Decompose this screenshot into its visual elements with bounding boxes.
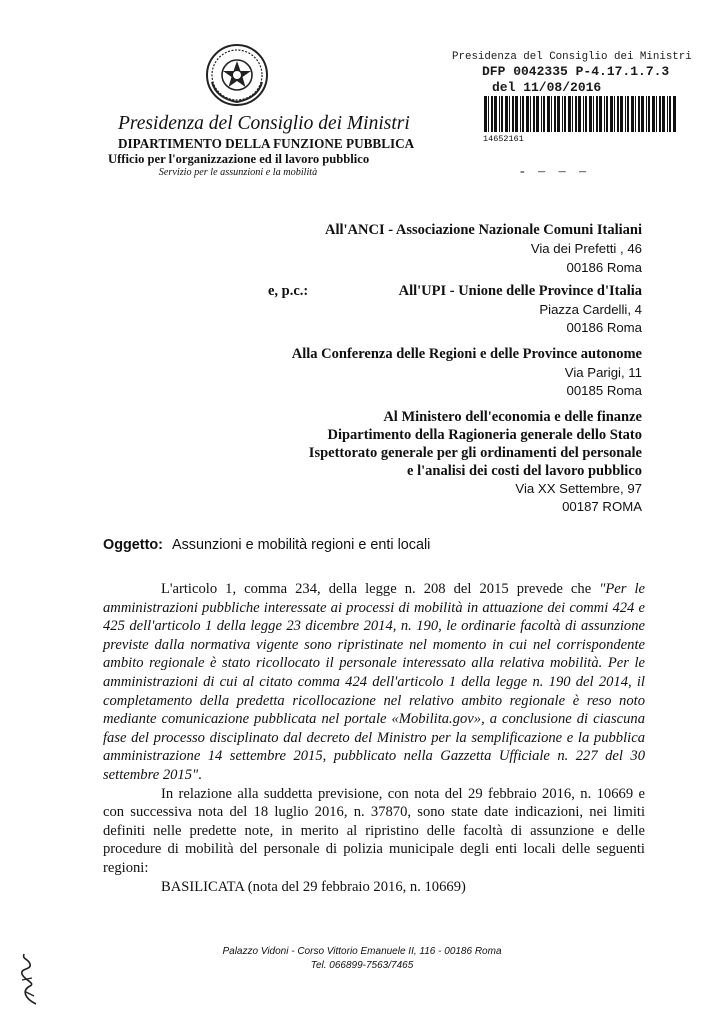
protocol-number: DFP 0042335 P-4.17.1.7.3 — [482, 64, 670, 79]
barcode-bar — [614, 96, 615, 132]
barcode-bar — [635, 96, 636, 132]
barcode-bar — [509, 96, 510, 132]
cc-recipient-name: Dipartimento della Ragioneria generale dello Stato — [327, 427, 642, 443]
barcode-bar — [575, 96, 577, 132]
barcode-bar — [631, 96, 634, 132]
barcode-bar — [627, 96, 629, 132]
footer-address: Palazzo Vidoni - Corso Vittorio Emanuele II, 116 - 00186 Roma — [222, 946, 502, 957]
republic-emblem-icon — [204, 42, 270, 108]
barcode-bar — [491, 96, 493, 132]
cc-recipient-name: Ispettorato generale per gli ordinamenti del personale — [308, 445, 642, 461]
barcode-bar — [551, 96, 552, 132]
region-line: BASILICATA (nota del 29 febbraio 2016, n. 10669) — [161, 878, 466, 895]
body-intro: L'articolo 1, comma 234, della legge n. 208 del 2015 prevede che — [161, 581, 600, 597]
barcode-bar — [526, 96, 529, 132]
barcode-bar — [599, 96, 602, 132]
barcode-bar — [501, 96, 503, 132]
barcode-bar — [652, 96, 655, 132]
barcode-bar — [520, 96, 521, 132]
barcode-bar — [547, 96, 550, 132]
cc-recipient-address-line: 00187 ROMA — [562, 499, 642, 514]
barcode-bar — [541, 96, 542, 132]
barcode-bar — [543, 96, 545, 132]
barcode-bar — [673, 96, 676, 132]
barcode-bar — [646, 96, 647, 132]
barcode-bar — [610, 96, 613, 132]
barcode-bar — [572, 96, 573, 132]
cc-label: e, p.c.: — [268, 283, 309, 299]
barcode-bar — [499, 96, 500, 132]
barcode-bar — [641, 96, 644, 132]
handwritten-initials-icon — [16, 950, 42, 1006]
barcode-bar — [593, 96, 594, 132]
barcode-bar — [562, 96, 563, 132]
barcode-bar — [522, 96, 524, 132]
stamp-office: Presidenza del Consiglio dei Ministri — [452, 51, 692, 63]
barcode-bar — [488, 96, 489, 132]
barcode-bar — [617, 96, 619, 132]
barcode-bar — [533, 96, 535, 132]
cc-recipient-address-line: Via XX Settembre, 97 — [515, 481, 642, 496]
barcode-bar — [585, 96, 587, 132]
cc-recipient-name: Al Ministero dell'economia e delle finanze — [383, 409, 642, 425]
stamp-dashes: - – – – — [520, 164, 592, 179]
body-paragraph — [103, 580, 645, 785]
law-quotation: "Per le amministrazioni pubbliche interessate ai processi di mobilità in attuazione dei commi 424 e 425 dell'articolo 1 della legge 23 dicembre 2014, n. 190, le ordinarie facoltà di assunzione previste dalla normativa vigente sono ripristinate nel momento in cui nel corrispondente ambito regionale è stato ricollocato il personale interessato alla relativa mobilità. Per le amministrazioni di cui al citato comma 424 dell'articolo 1 della legge n. 190 del 2014, il completamento della predetta ricollocazione nel relativo ambito regionale è reso noto mediante comunicazione pubblicata nel portale «Mobilita.gov», a conclusione di ciascuna fase del processo disciplinato dal decreto del Ministro per la semplificazione e la pubblica amministrazione 14 settembre 2015, pubblicato nella Gazzetta Ufficiale n. 227 del 30 settembre 2015" — [103, 581, 645, 783]
barcode-bar — [662, 96, 665, 132]
letter-body — [103, 580, 645, 896]
barcode-bar — [606, 96, 608, 132]
subject-text: Assunzioni e mobilità regioni e enti locali — [172, 537, 431, 553]
barcode-bar — [656, 96, 657, 132]
recipient-address-line: 00186 Roma — [566, 260, 642, 275]
barcode-bar — [625, 96, 626, 132]
barcode-bar — [659, 96, 661, 132]
cc-recipient-address-line: 00185 Roma — [566, 383, 642, 398]
barcode-bar — [568, 96, 571, 132]
recipient-address-line: Via dei Prefetti , 46 — [530, 241, 642, 256]
cc-recipient-name: e l'analisi dei costi del lavoro pubblico — [407, 463, 642, 479]
office-title: Presidenza del Consiglio dei Ministri — [118, 113, 410, 134]
barcode-bar — [494, 96, 497, 132]
protocol-date: del 11/08/2016 — [492, 80, 602, 95]
cc-recipient-address-line: 00186 Roma — [566, 320, 642, 335]
footer-phone: Tel. 066899-7563/7465 — [310, 960, 414, 971]
unit-title: Ufficio per l'organizzazione ed il lavoro pubblico — [108, 152, 370, 166]
service-title: Servizio per le assunzioni e la mobilità — [158, 167, 318, 178]
barcode-bar — [512, 96, 514, 132]
barcode-bar — [578, 96, 581, 132]
body-paragraph: In relazione alla suddetta previsione, con nota del 29 febbraio 2016, n. 10669 e con successiva nota del 18 luglio 2016, n. 37870, sono state date indicazioni, nei limiti definiti nelle predette note, in merito al ripristino delle facoltà di assunzione e delle procedure di mobilità del personale di polizia municipale degli enti locali delle seguenti regioni: — [103, 785, 645, 876]
barcode-bar — [589, 96, 592, 132]
barcode-bar — [505, 96, 508, 132]
barcode-bar — [648, 96, 650, 132]
barcode-bar — [667, 96, 668, 132]
cc-recipient-address-line: Via Parigi, 11 — [564, 365, 642, 380]
barcode-bar — [564, 96, 566, 132]
barcode-bar — [583, 96, 584, 132]
barcode-bar — [557, 96, 560, 132]
subject-label: Oggetto: — [103, 537, 163, 553]
barcode-bar — [620, 96, 623, 132]
barcode-bar — [554, 96, 556, 132]
department-title: DIPARTIMENTO DELLA FUNZIONE PUBBLICA — [118, 136, 415, 151]
cc-recipient-address-line: Piazza Cardelli, 4 — [539, 302, 642, 317]
barcode-number: 14652161 — [483, 134, 524, 144]
barcode-bar — [596, 96, 598, 132]
barcode-bar — [604, 96, 605, 132]
barcode-bar — [669, 96, 671, 132]
recipient-name: All'ANCI - Associazione Nazionale Comuni Italiani — [325, 222, 642, 238]
barcode-bar — [638, 96, 640, 132]
barcode-bar — [536, 96, 539, 132]
barcode-bar — [515, 96, 518, 132]
cc-recipient-name: Alla Conferenza delle Regioni e delle Province autonome — [291, 346, 642, 362]
barcode-bar — [484, 96, 487, 132]
cc-recipient-name: All'UPI - Unione delle Province d'Italia — [398, 283, 642, 299]
body-punctuation: . — [198, 766, 202, 783]
barcode-icon — [482, 96, 680, 132]
barcode-bar — [530, 96, 531, 132]
